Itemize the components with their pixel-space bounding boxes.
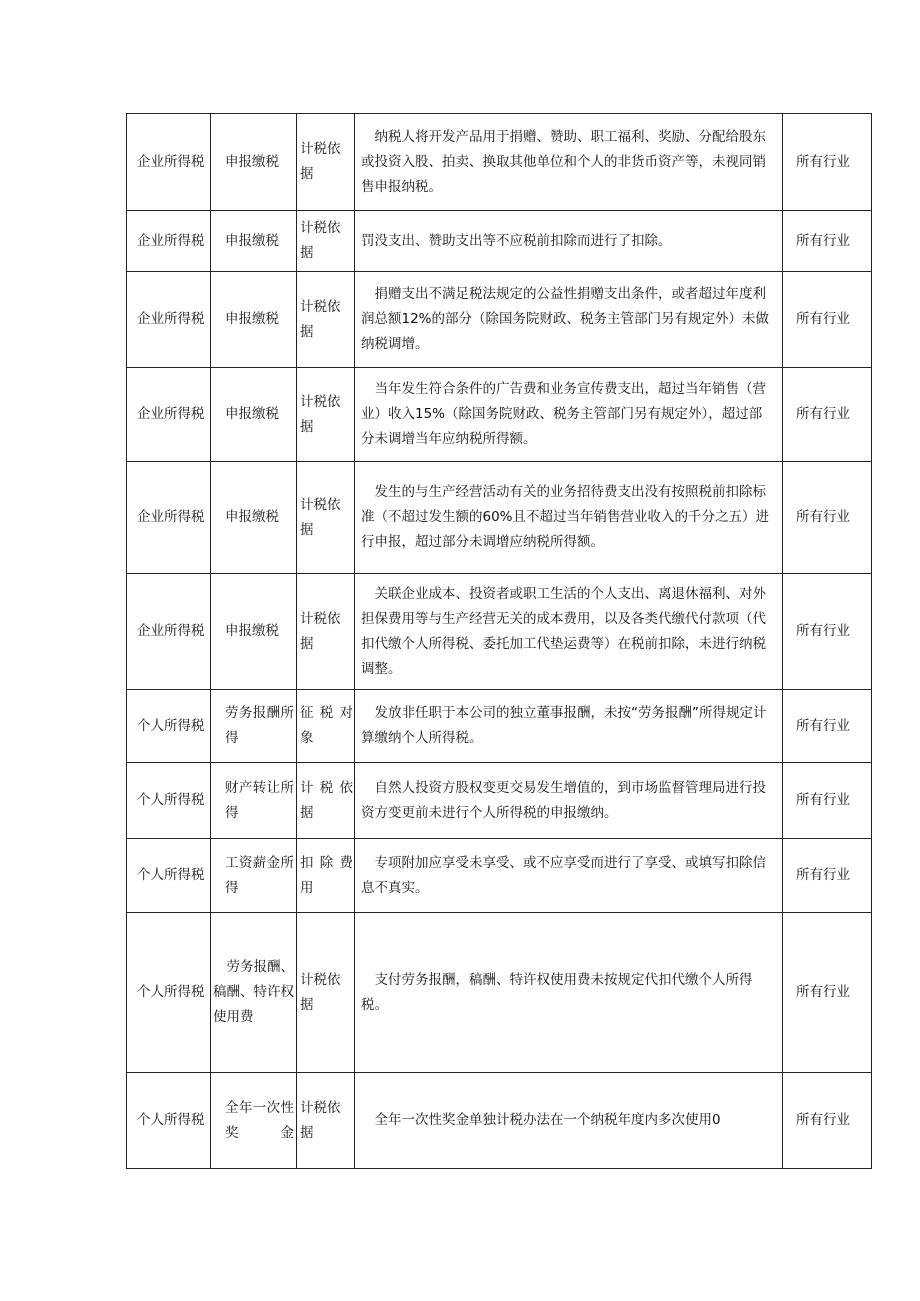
tax-attribute-cell: 计税依据 (297, 368, 355, 462)
tax-item-cell: 全年一次性奖金 (211, 1073, 297, 1169)
risk-description-cell (355, 690, 783, 763)
table-row (127, 211, 872, 272)
risk-description-text: 全年一次性奖金单独计税办法在一个纳税年度内多次使用0 (374, 1112, 721, 1128)
industry-cell: 所有行业 (783, 839, 872, 913)
risk-description-cell (355, 763, 783, 839)
risk-description-text: 发放非任职于本公司的独立董事报酬，未按“劳务报酬”所得规定计算缴纳个人所得税。 (361, 705, 767, 746)
risk-description-cell (355, 839, 783, 913)
industry-cell: 所有行业 (783, 211, 872, 272)
risk-description-cell (355, 574, 783, 690)
industry-cell: 所有行业 (783, 763, 872, 839)
tax-type-cell: 企业所得税 (127, 574, 211, 690)
table-row (127, 272, 872, 368)
tax-attribute-cell: 计税依据 (297, 763, 355, 839)
risk-description-text: 发生的与生产经营活动有关的业务招待费支出没有按照税前扣除标准（不超过发生额的60%且不超过当年销售营业收入的千分之五）进行申报，超过部分未调增应纳税所得额。 (361, 484, 770, 550)
tax-type-cell: 企业所得税 (127, 272, 211, 368)
tax-item-cell: 申报缴税 (211, 114, 297, 211)
table-row (127, 839, 872, 913)
tax-attribute-cell: 计税依据 (297, 462, 355, 574)
risk-description-text: 当年发生符合条件的广告费和业务宣传费支出，超过当年销售（营业）收入15%（除国务院财政、税务主管部门另有规定外），超过部分未调增当年应纳税所得额。 (361, 381, 766, 447)
tax-item-cell: 申报缴税 (211, 574, 297, 690)
industry-cell: 所有行业 (783, 574, 872, 690)
table-row (127, 763, 872, 839)
tax-type-cell: 个人所得税 (127, 839, 211, 913)
tax-item-cell: 劳务报酬所得 (211, 690, 297, 763)
tax-attribute-cell: 计税依据 (297, 574, 355, 690)
table-row (127, 690, 872, 763)
risk-description-cell (355, 368, 783, 462)
tax-type-cell: 个人所得税 (127, 913, 211, 1073)
tax-attribute-cell: 计税依据 (297, 913, 355, 1073)
tax-type-cell: 个人所得税 (127, 1073, 211, 1169)
industry-cell: 所有行业 (783, 272, 872, 368)
tax-item-cell: 申报缴税 (211, 211, 297, 272)
tax-attribute-cell: 计税依据 (297, 211, 355, 272)
risk-description-text: 关联企业成本、投资者或职工生活的个人支出、离退休福利、对外担保费用等与生产经营无关的成本费用，以及各类代缴代付款项（代扣代缴个人所得税、委托加工代垫运费等）在税前扣除，未进行纳税调整。 (361, 585, 766, 677)
tax-attribute-cell: 计税依据 (297, 1073, 355, 1169)
risk-description-cell (355, 1073, 783, 1169)
tax-attribute-cell: 计税依据 (297, 114, 355, 211)
table-row (127, 368, 872, 462)
industry-cell: 所有行业 (783, 690, 872, 763)
tax-item-cell: 申报缴税 (211, 272, 297, 368)
risk-description-text: 捐赠支出不满足税法规定的公益性捐赠支出条件，或者超过年度利润总额12%的部分（除国务院财政、税务主管部门另有规定外）未做纳税调增。 (361, 286, 770, 352)
risk-description-cell (355, 114, 783, 211)
tax-type-cell: 个人所得税 (127, 690, 211, 763)
tax-type-cell: 企业所得税 (127, 114, 211, 211)
tax-item-cell: 申报缴税 (211, 368, 297, 462)
tax-attribute-cell: 征税对象 (297, 690, 355, 763)
industry-cell: 所有行业 (783, 913, 872, 1073)
table-row (127, 114, 872, 211)
risk-description-cell (355, 462, 783, 574)
tax-type-cell: 企业所得税 (127, 368, 211, 462)
risk-description-cell (355, 211, 783, 272)
risk-description-text: 纳税人将开发产品用于捐赠、赞助、职工福利、奖励、分配给股东或投资入股、拍卖、换取其他单位和个人的非货币资产等，未视同销售申报纳税。 (361, 128, 766, 195)
tax-item-cell: 工资薪金所得 (211, 839, 297, 913)
industry-cell: 所有行业 (783, 1073, 872, 1169)
risk-description-text: 支付劳务报酬，稿酬、特许权使用费未按规定代扣代缴个人所得税。 (361, 971, 753, 1013)
tax-item-cell: 申报缴税 (211, 462, 297, 574)
tax-type-cell: 企业所得税 (127, 211, 211, 272)
tax-risk-table (126, 113, 872, 1169)
industry-cell: 所有行业 (783, 462, 872, 574)
industry-cell: 所有行业 (783, 368, 872, 462)
tax-item-text: 劳务报酬、稿酬、特许权使用费 (213, 959, 294, 1025)
industry-cell: 所有行业 (783, 114, 872, 211)
table-row (127, 913, 872, 1073)
risk-description-cell (355, 913, 783, 1073)
risk-description-text: 专项附加应享受未享受、或不应享受而进行了享受、或填写扣除信息不真实。 (361, 854, 766, 896)
tax-item-cell: 财产转让所得 (211, 763, 297, 839)
table-row (127, 462, 872, 574)
tax-attribute-cell: 扣除费用 (297, 839, 355, 913)
table-row (127, 1073, 872, 1169)
tax-type-cell: 个人所得税 (127, 763, 211, 839)
risk-description-cell (355, 272, 783, 368)
table-row (127, 574, 872, 690)
risk-description-text: 罚没支出、赞助支出等不应税前扣除而进行了扣除。 (361, 232, 672, 249)
tax-attribute-cell: 计税依据 (297, 272, 355, 368)
risk-description-text: 自然人投资方股权变更交易发生增值的，到市场监督管理局进行投资方变更前未进行个人所得税的申报缴纳。 (361, 779, 766, 821)
tax-type-cell: 企业所得税 (127, 462, 211, 574)
tax-item-cell (211, 913, 297, 1073)
